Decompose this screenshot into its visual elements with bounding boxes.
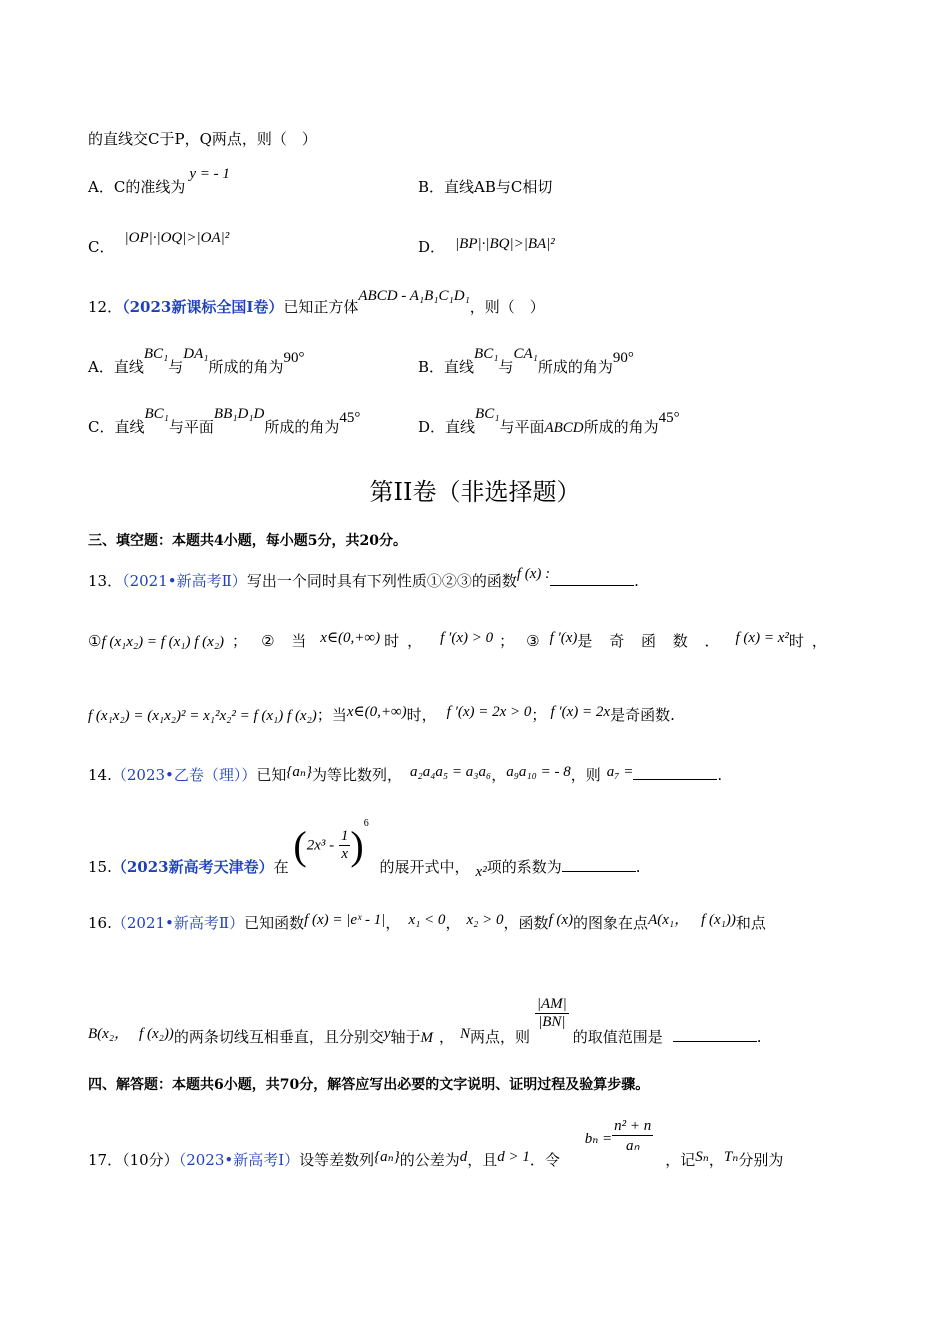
question-math: N [460,1025,471,1042]
option-label: B． [418,178,445,196]
question-text: 和点 [735,914,766,932]
question-source: （2023•乙卷（理）） [111,766,257,784]
q16-stem [88,912,766,933]
q12-option-a [88,346,305,377]
question-text: 时， [406,706,437,724]
question-math: d [459,1148,468,1165]
question-math: A(x₁， [648,912,690,928]
question-source: （2021•新高考Ⅱ） [111,914,245,932]
question-math: a₇ = [606,764,634,780]
question-number: 14. [88,766,112,784]
option-math: DA₁ [183,346,209,362]
question-math: B(x₂， [88,1025,130,1042]
question-text: 在 [273,857,289,876]
q11-option-c [88,230,230,257]
question-text: ， [708,1150,724,1169]
question-number: 15. [88,857,112,876]
section3-header: 三、填空题：本题共4小题，每小题5分，共20分。 [88,533,407,549]
option-math: ABCD [544,420,584,436]
option-label: B． [418,358,445,376]
question-math: f (x₁x₂) = (x₁x₂)² = x₁²x₂² = f (x₁) f (x₂) [88,708,317,724]
question-text: 分别为 [738,1150,784,1169]
question-text: 的两条切线互相垂直，且分别交 [173,1027,384,1046]
question-math: x² [475,863,487,880]
q11-option-b [418,176,552,197]
question-text: . [717,766,723,784]
question-text: 写出一个同时具有下列性质①②③的函数 [246,572,517,590]
q13-line2 [88,630,835,651]
question-math: M [420,1029,434,1046]
question-math: x₂ > 0 [466,912,504,928]
option-text: 与平面 [499,418,545,436]
option-angle: 90° [612,350,634,366]
answer-blank[interactable] [673,1041,757,1042]
cube-name: ABCD - A₁B₁C₁D₁ [358,288,470,304]
option-math: |BP|·|BQ|>|BA|² [455,236,555,252]
question-text: 已知函数 [244,914,305,932]
question-number: 16. [88,914,112,932]
option-text: 所成的角为 [264,418,340,436]
question-text: ，且 [467,1150,498,1169]
question-text: 项的系数为 [486,857,562,876]
question-math: x∈(0,+∞) [346,704,407,720]
question-text: ② 当 [261,632,313,650]
option-text: 与 [498,358,514,376]
option-math: BC₁ [143,346,169,362]
question-math: d > 1 [497,1148,530,1165]
question-text: ，函数 [503,914,549,932]
q12-option-d [418,406,680,437]
section2-title: 第II卷（非选择题） [369,478,581,506]
fraction-denominator: |BN| [538,1014,566,1030]
q16-line2 [88,988,762,1046]
question-text: ．令 [529,1150,560,1169]
circled-number: ① [88,632,102,650]
option-label: D． [418,418,446,436]
question-text: 的公差为 [399,1150,460,1169]
q15-stem [88,817,641,880]
q17-stem [88,1112,784,1169]
fraction [612,1118,653,1155]
question-math: {aₙ} [286,764,312,780]
question-math: y [383,1025,391,1042]
q14-stem [88,764,722,785]
question-math: 2x³ - [306,837,335,854]
option-text: 直线 [114,418,145,436]
question-text: 是奇函数. [610,706,675,724]
question-text: 时， [384,632,431,650]
question-text: ，记 [665,1150,696,1169]
option-math: BC₁ [475,406,500,422]
question-source: （2023•新高考Ⅰ） [178,1150,300,1169]
question-text: 设等差数列 [299,1150,375,1169]
fraction-numerator: 1 [340,828,349,844]
question-math: Sₙ [695,1148,709,1165]
right-paren: ) [350,823,364,868]
question-text: 轴于 [390,1027,421,1046]
option-label: C． [88,238,115,256]
question-math: f (x) : [516,566,551,582]
question-text: ， [439,1027,455,1046]
question-text: ；当 [316,706,347,724]
option-angle: 90° [283,350,305,366]
question-math: a₉a₁₀ = - 8 [506,764,571,780]
question-math: f ′(x) = 2x > 0 [446,704,532,720]
option-text: 所成的角为 [208,358,284,376]
option-text: 与平面 [168,418,214,436]
question-math: f (x) = x² [735,630,789,646]
question-text: 为等比数列， [311,766,402,784]
answer-blank[interactable] [633,779,717,780]
left-paren: ( [293,823,307,868]
option-text: 直线 [113,358,144,376]
question-number: 13． [88,572,123,590]
option-text: C的准线为 [113,178,186,196]
option-text: 所成的角为 [583,418,659,436]
question-text: . [634,572,639,590]
option-label: C． [88,418,115,436]
exponent: 6 [363,817,369,829]
option-angle: 45° [658,410,680,426]
fraction [535,996,569,1031]
question-text: 的取值范围是 [572,1027,663,1046]
circled-number: ③ [526,632,540,650]
question-number: 12． [88,298,123,316]
question-text: . [756,1027,762,1046]
question-text: . [635,857,641,876]
question-source: （2021•新高考Ⅱ） [122,572,247,590]
question-text: ； [499,632,515,650]
fraction-numerator: n² + n [614,1118,652,1134]
question-text: 两点，则 [470,1027,531,1046]
question-math: f (x) = |eˣ - 1| [304,912,386,928]
question-source: （2023新高考天津卷） [111,857,274,876]
question-math: f ′(x) = 2x [550,704,611,720]
option-math: BC₁ [144,406,169,422]
question-math: f (x₁x₂) = f (x₁) f (x₂) [101,634,225,650]
question-math: f (x₂)) [139,1025,174,1042]
question-score: （10分） [122,1150,179,1169]
question-math: a₂a₄a₅ = a₃a₆ [410,764,492,780]
q12-option-c [88,406,361,437]
option-label: D． [418,238,446,256]
q13-stem [88,566,639,591]
question-text: ，则 [570,766,601,784]
question-text: 是 奇 函 数 ． [577,632,726,650]
question-text: 时， [788,632,835,650]
question-text: ； [531,706,547,724]
q13-line3 [88,704,675,725]
question-text: 的图象在点 [573,914,649,932]
option-math: y = - 1 [189,166,230,182]
option-text: 直线AB与C相切 [444,178,553,196]
option-label: A． [88,358,114,376]
question-math: f ′(x) > 0 [440,630,494,646]
fraction-denominator: x [341,846,348,862]
option-math: BC₁ [474,346,499,362]
question-number: 17． [88,1150,123,1169]
q11-option-d [418,236,555,257]
option-text: 直线 [445,418,476,436]
q11-tail: 的直线交C于P，Q两点，则（ ） [88,130,317,148]
option-math: BB₁D₁D [213,406,265,422]
question-math: bₙ = [584,1130,613,1147]
question-math: Tₙ [723,1148,739,1165]
question-math: {aₙ} [374,1148,400,1165]
answer-blank[interactable] [562,871,636,872]
option-text: 与 [168,358,184,376]
option-text: 所成的角为 [537,358,613,376]
q11-option-a [88,166,230,197]
question-source: （2023新课标全国Ⅰ卷） [122,298,284,316]
option-math: |OP|·|OQ|>|OA|² [124,230,230,246]
option-math: CA₁ [513,346,538,362]
question-text: ，则（ ） [469,298,545,316]
option-label: A． [88,178,114,196]
question-text: ， [445,914,461,932]
section4-header: 四、解答题：本题共6小题，共70分，解答应写出必要的文字说明、证明过程及验算步骤。 [88,1077,650,1093]
fraction-numerator: |AM| [536,996,567,1012]
question-text: 已知正方体 [283,298,359,316]
question-text: ， [385,914,401,932]
fraction [339,828,351,863]
q12-option-b [418,346,634,377]
question-math: f (x) [548,912,574,928]
question-math: f ′(x) [549,630,578,646]
option-angle: 45° [339,410,361,426]
question-math: x₁ < 0 [408,912,446,928]
question-math: f (x₁)) [701,912,736,928]
question-math: x∈(0,+∞) [320,630,381,646]
fraction-denominator: aₙ [625,1138,640,1154]
q12-stem [88,288,545,317]
answer-blank[interactable] [550,585,634,586]
option-text: 直线 [444,358,475,376]
question-text: 已知 [256,766,287,784]
question-text: ， [491,766,507,784]
question-text: ； [232,632,248,650]
question-text: 的展开式中， [379,857,470,876]
